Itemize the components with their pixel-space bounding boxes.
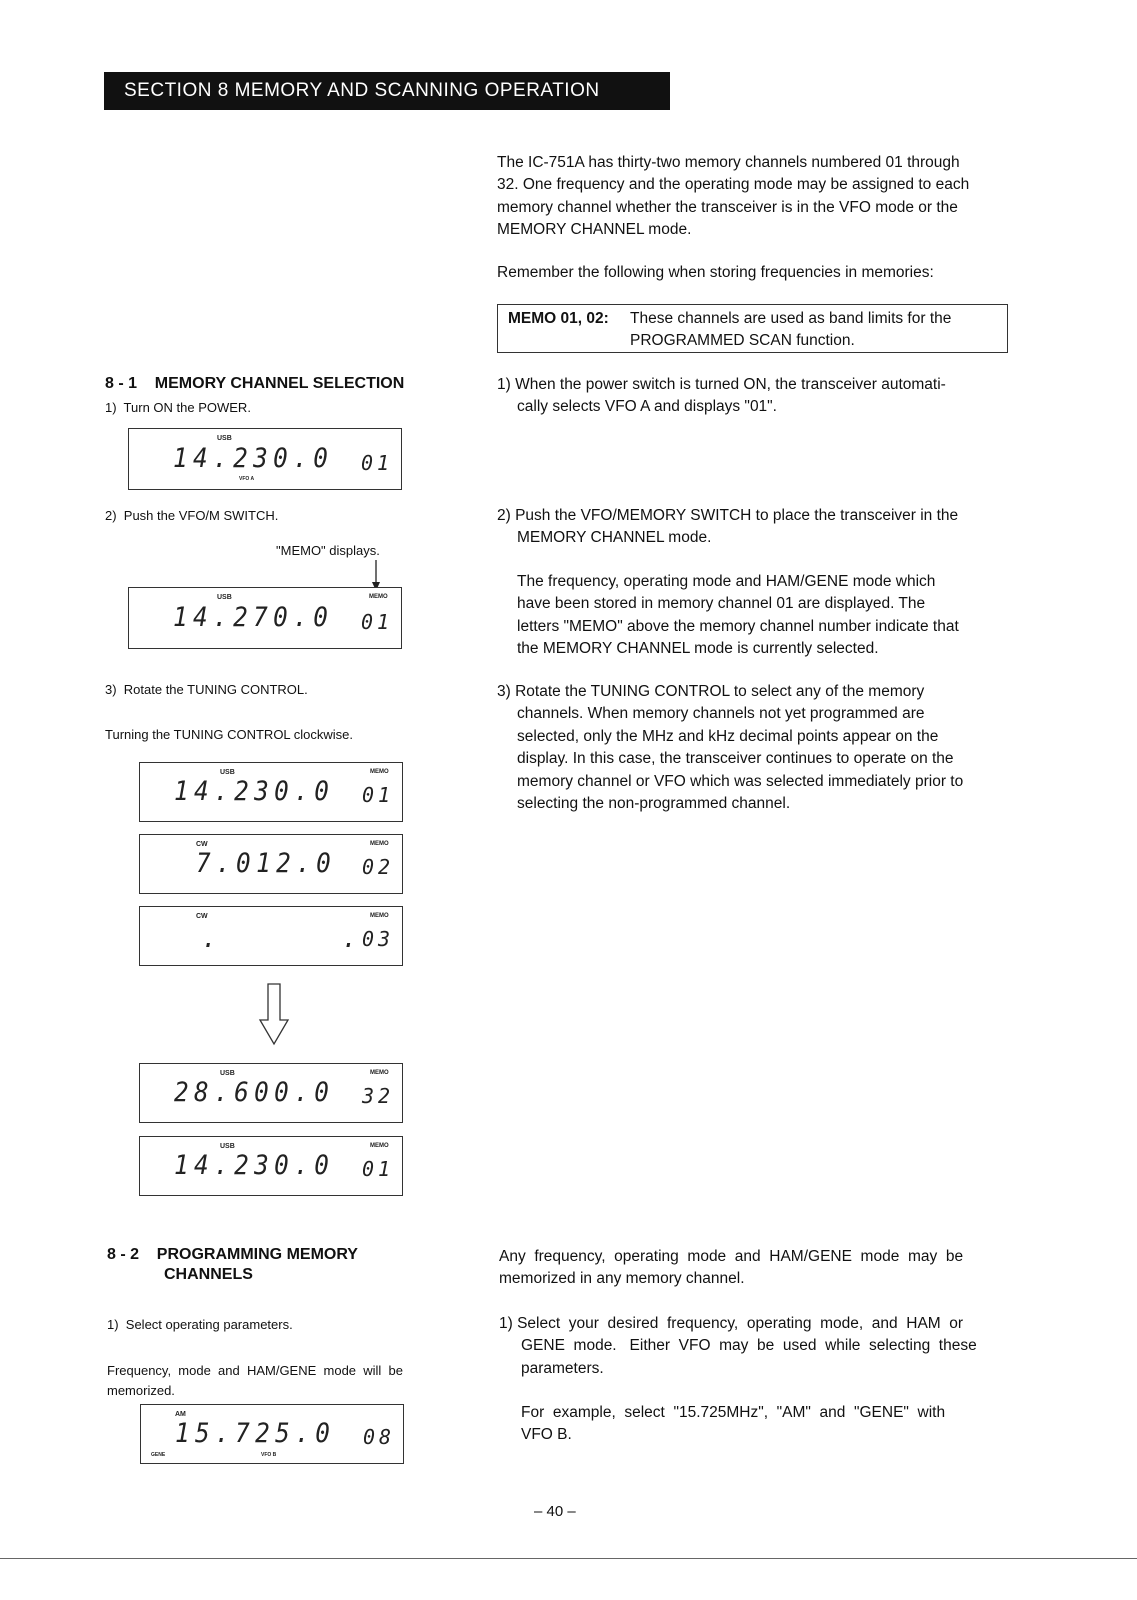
step-3-description [497, 681, 1017, 815]
section-banner: SECTION 8 MEMORY AND SCANNING OPERATION [104, 72, 670, 110]
lcd-mode: USB [217, 435, 232, 442]
text-line: MEMORY CHANNEL mode. [517, 529, 712, 547]
page-number: – 40 – [534, 1503, 576, 1520]
lcd-mode: USB [220, 769, 235, 776]
lcd-mode: USB [217, 594, 232, 601]
s82-intro [499, 1246, 1019, 1291]
text-line: channels. When memory channels not yet programmed are [517, 705, 925, 723]
text-line: 2) Push the VFO/MEMORY SWITCH to place the transceiver in the [497, 507, 959, 524]
heading-line: CHANNELS [164, 1266, 253, 1283]
text-line: selected, only the MHz and kHz decimal points appear on the [517, 727, 939, 745]
lcd-frequency: 14.230.0 [174, 776, 335, 807]
lcd-memo-indicator: MEMO [370, 1070, 389, 1076]
step-2-description [497, 505, 1017, 550]
text-line: selecting the non-programmed channel. [517, 795, 791, 813]
lcd-channel: 01 [361, 610, 394, 634]
memo-displays-callout: "MEMO" displays. [276, 543, 380, 558]
intro-paragraph [497, 152, 1017, 242]
lcd-frequency: . . [202, 923, 363, 954]
text-line: memory channel or VFO which was selected immediately prior to [517, 772, 964, 790]
lcd-frequency: 14.230.0 [173, 443, 334, 474]
lcd-display-channel-01-return [139, 1136, 403, 1196]
text-line: Any frequency, operating mode and HAM/GENE mode may be [499, 1248, 964, 1265]
text-line: memorized in any memory channel. [499, 1270, 745, 1288]
text-line: 3) Rotate the TUNING CONTROL to select any of the memory [497, 683, 925, 700]
text-line: Frequency, mode and HAM/GENE mode will be [107, 1363, 403, 1378]
lcd-memo-indicator: MEMO [369, 594, 388, 600]
lcd-memo-indicator: MEMO [370, 1143, 389, 1149]
text-line: 1) Select your desired frequency, operating mode, and HAM or [499, 1315, 964, 1332]
memo-note-box [497, 304, 1008, 353]
text-line: 1) When the power switch is turned ON, the transceiver automati- [497, 376, 946, 393]
lcd-mode: USB [220, 1143, 235, 1150]
text-line: letters "MEMO" above the memory channel number indicate that [517, 617, 959, 635]
lcd-channel: 01 [362, 783, 395, 807]
lcd-mode: CW [196, 841, 208, 848]
s82-step-1-label: 1) Select operating parameters. [107, 1317, 293, 1332]
lcd-memo-indicator: MEMO [370, 841, 389, 847]
lcd-mode: CW [196, 913, 208, 920]
lcd-vfo: VFO B [261, 1452, 277, 1458]
lcd-frequency: 14.270.0 [173, 602, 334, 633]
lcd-memo-indicator: MEMO [370, 769, 389, 775]
lcd-channel: 01 [361, 451, 394, 475]
lcd-channel: 08 [363, 1425, 396, 1449]
intro-line: memory channel whether the transceiver is in the VFO mode or the [497, 198, 958, 216]
memorized-note [107, 1361, 457, 1401]
lcd-display-channel-32 [139, 1063, 403, 1123]
text-line: The frequency, operating mode and HAM/GENE mode which [517, 573, 936, 590]
lcd-gene: GENE [151, 1452, 166, 1458]
lcd-display-channel-02 [139, 834, 403, 894]
lcd-channel: 03 [362, 927, 395, 951]
lcd-frequency: 14.230.0 [174, 1150, 335, 1181]
step-1-label: 1) Turn ON the POWER. [105, 400, 251, 415]
note-label: MEMO 01, 02: [508, 310, 609, 327]
text-line: For example, select "15.725MHz", "AM" and "GENE" with [521, 1404, 946, 1421]
footer-divider [0, 1558, 1137, 1559]
text-line: parameters. [521, 1359, 604, 1377]
text-line: have been stored in memory channel 01 are displayed. The [517, 595, 926, 613]
lcd-mode: AM [175, 1411, 186, 1418]
s82-example [521, 1402, 1021, 1447]
note-line-2: PROGRAMMED SCAN function. [630, 332, 855, 349]
lcd-display-channel-03 [139, 906, 403, 966]
lcd-channel: 01 [362, 1157, 395, 1181]
intro-line: MEMORY CHANNEL mode. [497, 221, 692, 239]
lcd-channel: 02 [362, 855, 395, 879]
lcd-vfo: VFO A [239, 476, 255, 482]
down-arrow-icon [258, 982, 290, 1046]
lcd-display-power-on [128, 428, 402, 490]
intro-remember: Remember the following when storing frequencies in memories: [497, 264, 934, 281]
text-line: memorized. [107, 1383, 175, 1398]
text-line: GENE mode. Either VFO may be used while selecting these [521, 1337, 977, 1355]
step-2-label: 2) Push the VFO/M SWITCH. [105, 508, 279, 523]
step-2-detail [517, 571, 1017, 661]
section-8-2-heading [107, 1246, 358, 1284]
intro-line: 32. One frequency and the operating mode may be assigned to each [497, 176, 970, 194]
lcd-frequency: 15.725.0 [175, 1418, 336, 1449]
lcd-memo-indicator: MEMO [370, 913, 389, 919]
heading-line: 8 - 2 PROGRAMMING MEMORY [107, 1246, 358, 1263]
note-line-1: These channels are used as band limits for the [630, 310, 952, 327]
lcd-frequency: 7.012.0 [196, 848, 337, 879]
lcd-display-memo-mode [128, 587, 402, 649]
lcd-mode: USB [220, 1070, 235, 1077]
lcd-channel: 32 [362, 1084, 395, 1108]
step-1-description [497, 374, 1017, 419]
intro-line: The IC-751A has thirty-two memory channels numbered 01 through [497, 154, 960, 171]
s82-step-1-description [499, 1313, 1019, 1380]
text-line: the MEMORY CHANNEL mode is currently selected. [517, 640, 879, 658]
lcd-frequency: 28.600.0 [174, 1077, 335, 1108]
lcd-display-channel-01 [139, 762, 403, 822]
text-line: cally selects VFO A and displays "01". [517, 398, 777, 416]
lcd-display-programming [140, 1404, 404, 1464]
turning-label: Turning the TUNING CONTROL clockwise. [105, 727, 354, 742]
step-3-label: 3) Rotate the TUNING CONTROL. [105, 682, 308, 697]
text-line: VFO B. [521, 1426, 572, 1444]
text-line: display. In this case, the transceiver continues to operate on the [517, 750, 954, 768]
section-8-1-heading: 8 - 1 MEMORY CHANNEL SELECTION [105, 375, 405, 392]
